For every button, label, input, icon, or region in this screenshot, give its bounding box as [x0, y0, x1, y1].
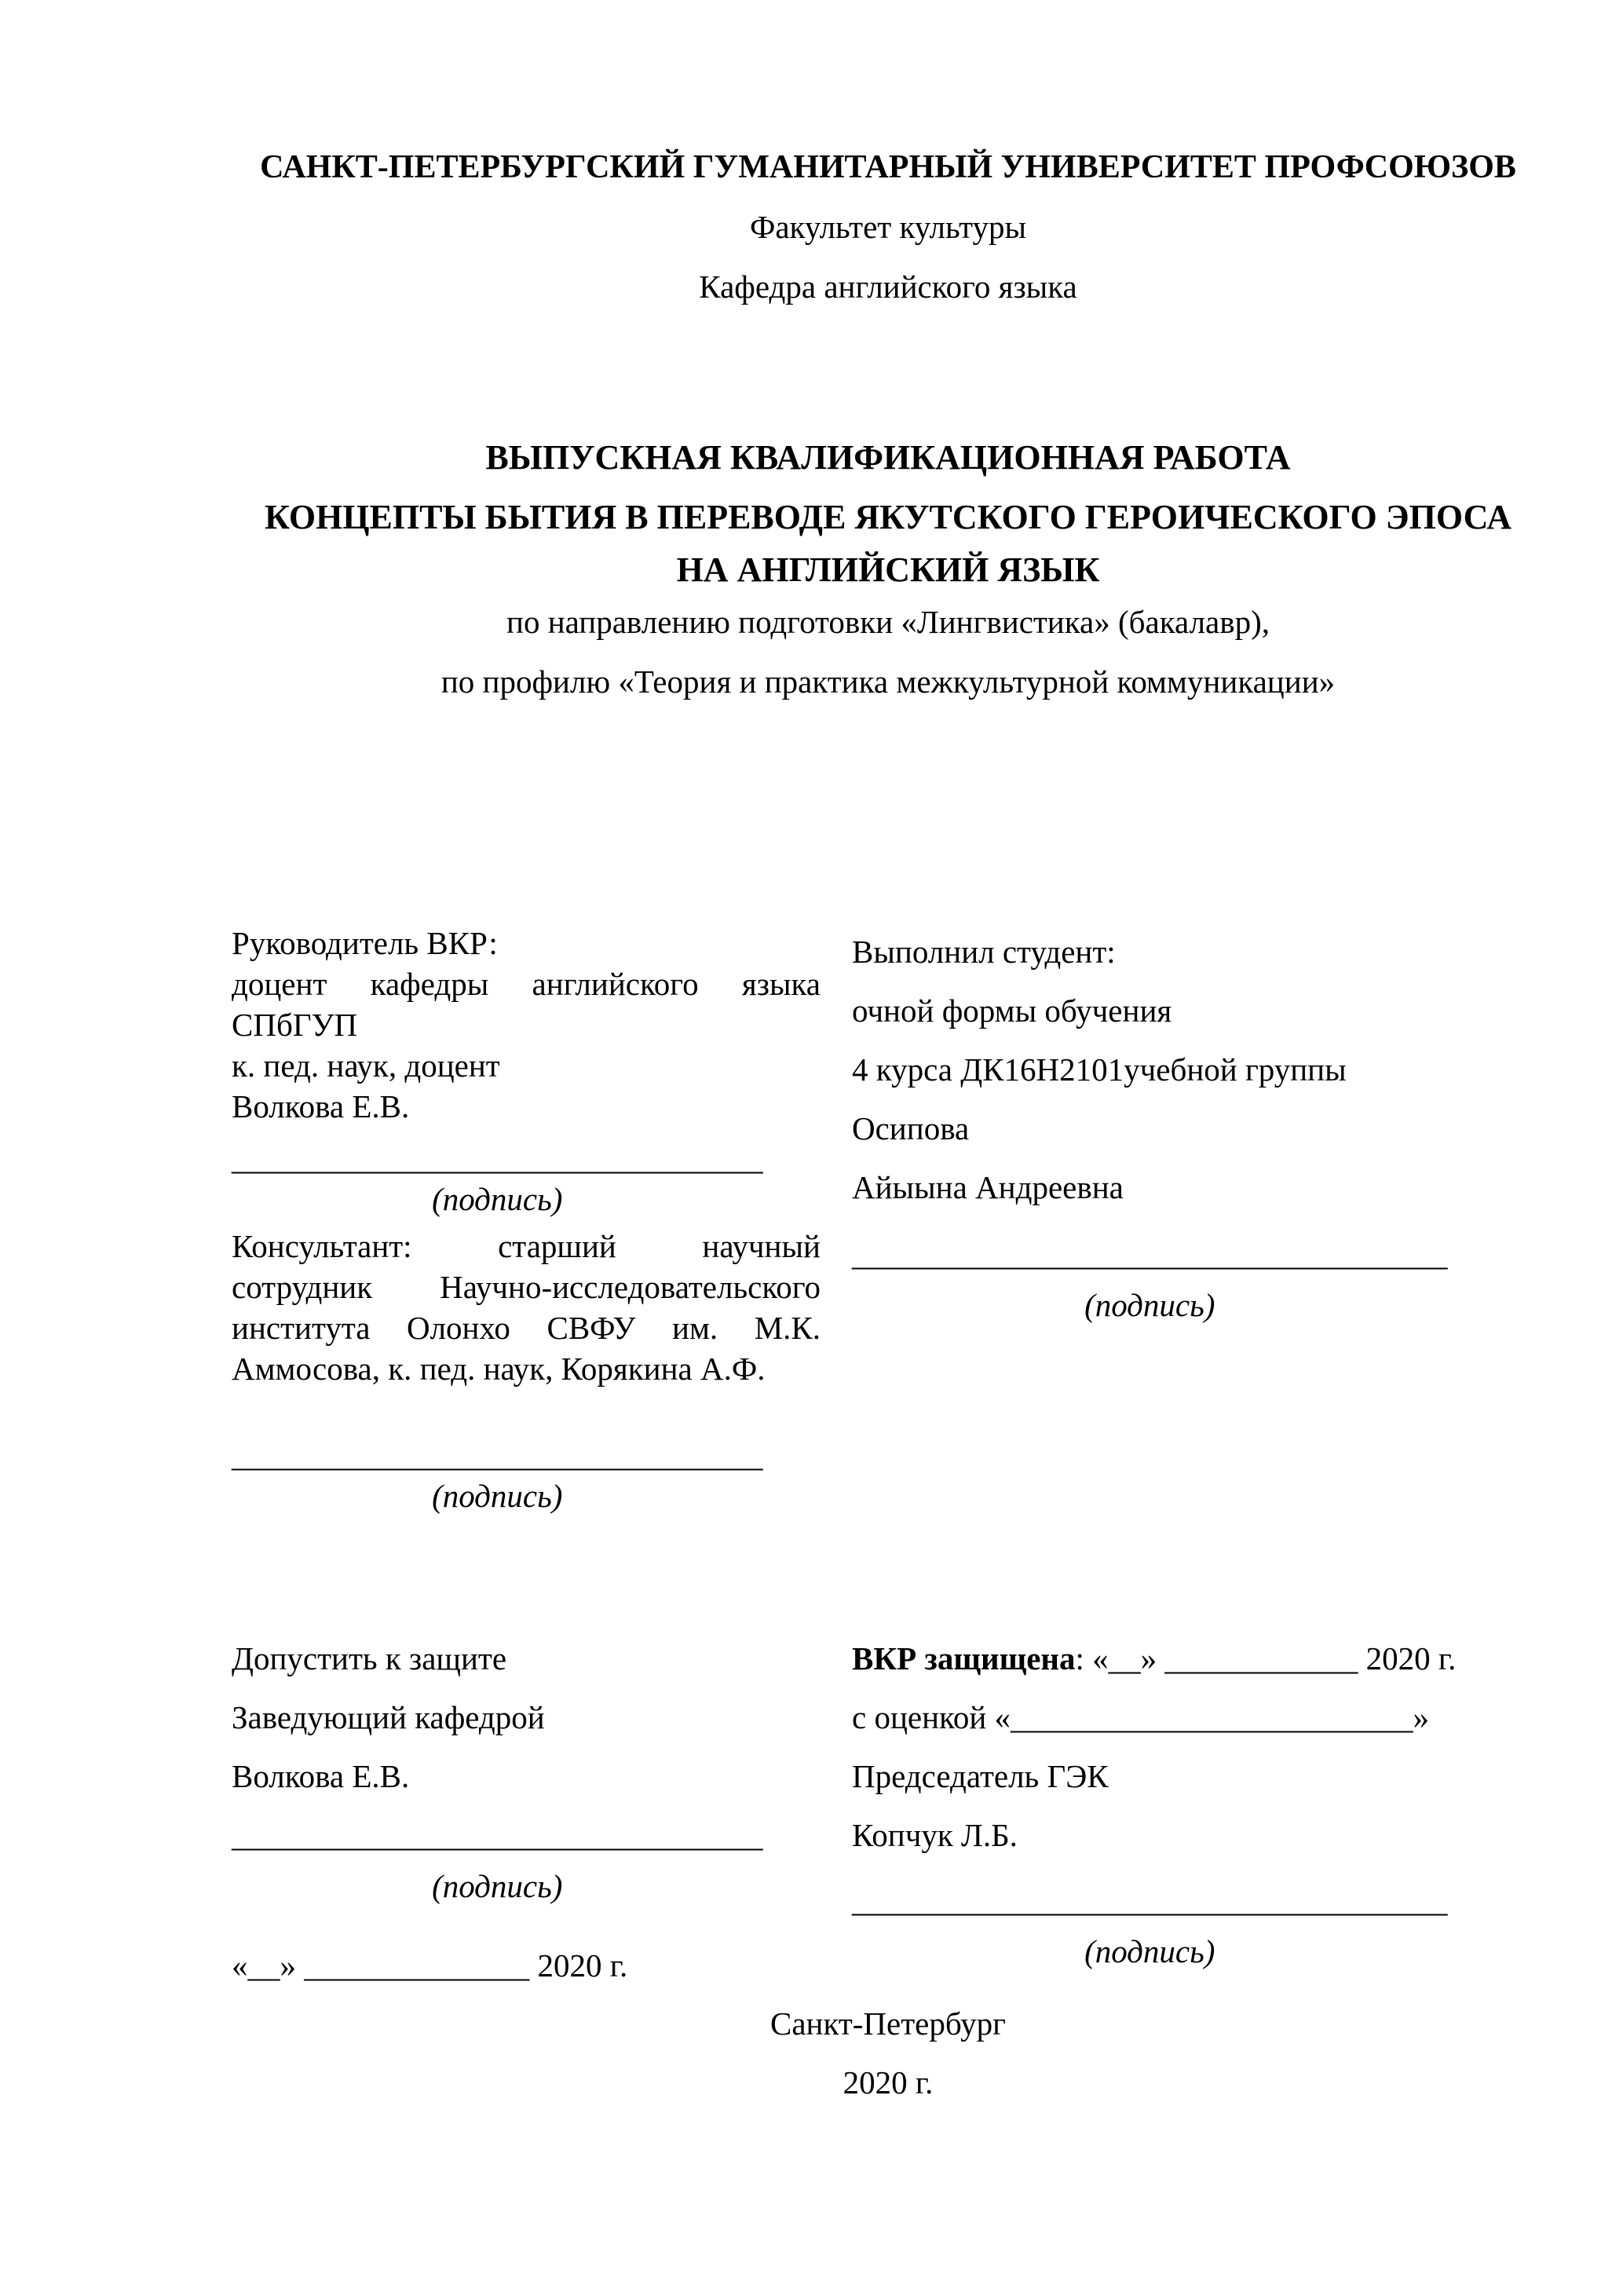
consultant-signature-caption: (подпись): [432, 1478, 563, 1514]
university-name: САНКТ-ПЕТЕРБУРГСКИЙ ГУМАНИТАРНЫЙ УНИВЕРСИТЕТ ПРОФСОЮЗОВ: [260, 149, 1516, 185]
department-line: Кафедра английского языка: [699, 269, 1077, 305]
student-signature-block: [852, 1225, 1448, 1327]
admission-date-line: «__» ______________ 2020 г.: [232, 1947, 628, 1983]
head-of-department-name: Волкова Е.В.: [232, 1758, 410, 1794]
defense-status-rest: : «__» ____________ 2020 г.: [1075, 1640, 1457, 1676]
defense-column: [852, 1629, 1544, 1995]
student-study-form: очной формы обучения: [852, 993, 1172, 1029]
defense-signature-line: _____________________________________: [852, 1882, 1448, 1918]
student-signature-caption: (подпись): [1084, 1287, 1215, 1323]
consultant-line-1: Консультант: старший научный: [232, 1228, 821, 1264]
supervisor-position-line1: доцент кафедры английского языка: [232, 966, 821, 1002]
thesis-title-line2: НА АНГЛИЙСКИЙ ЯЗЫК: [676, 550, 1100, 589]
consultant-signature-block: [232, 1435, 763, 1516]
consultant-line-2: сотрудник Научно-исследовательского: [232, 1269, 821, 1305]
consultant-line-3: института Олонхо СВФУ им. М.К.: [232, 1310, 821, 1346]
supervisor-column: [232, 923, 821, 1516]
middle-section: [232, 923, 1544, 1516]
defense-signature-block: [852, 1871, 1448, 1973]
consultant-block: [232, 1226, 821, 1389]
title-block: [232, 428, 1544, 711]
supervisor-label: Руководитель ВКР:: [232, 925, 498, 961]
student-surname: Осипова: [852, 1110, 970, 1146]
thesis-title-line1: КОНЦЕПТЫ БЫТИЯ В ПЕРЕВОДЕ ЯКУТСКОГО ГЕРОИЧЕСКОГО ЭПОСА: [265, 498, 1512, 536]
gek-chair-name: Копчук Л.Б.: [852, 1817, 1018, 1853]
supervisor-signature-caption: (подпись): [432, 1181, 563, 1217]
faculty-line: Факультет культуры: [749, 209, 1027, 245]
admission-signature-line: _________________________________: [232, 1817, 763, 1853]
defense-status-bold: ВКР защищена: [852, 1640, 1076, 1676]
supervisor-degree: к. пед. наук, доцент: [232, 1047, 500, 1084]
admission-signature-caption: (подпись): [432, 1868, 563, 1904]
gek-chair-label: Председатель ГЭК: [852, 1758, 1109, 1794]
work-type-title: ВЫПУСКНАЯ КВАЛИФИКАЦИОННАЯ РАБОТА: [485, 438, 1291, 477]
supervisor-name: Волкова Е.В.: [232, 1088, 410, 1124]
head-of-department-label: Заведующий кафедрой: [232, 1699, 545, 1735]
supervisor-signature-line: _________________________________: [232, 1140, 763, 1176]
consultant-signature-line: _________________________________: [232, 1437, 763, 1473]
direction-line: по направлению подготовки «Лингвистика» (бакалавр),: [506, 604, 1270, 640]
consultant-line-4: Аммосова, к. пед. наук, Корякина А.Ф.: [232, 1351, 766, 1387]
student-column: [852, 923, 1544, 1516]
defense-grade-line: с оценкой «_________________________»: [852, 1699, 1430, 1735]
student-group: 4 курса ДК16Н2101учебной группы: [852, 1051, 1347, 1088]
student-name: Айыына Андреевна: [852, 1169, 1124, 1205]
supervisor-position-line2: СПбГУП: [232, 1007, 358, 1043]
defense-status-line: [852, 1629, 1544, 1688]
student-signature-line: _____________________________________: [852, 1236, 1448, 1272]
student-label: Выполнил студент:: [852, 934, 1116, 970]
defense-signature-caption: (подпись): [1084, 1933, 1215, 1969]
admission-line: Допустить к защите: [232, 1640, 507, 1676]
profile-line: по профилю «Теория и практика межкультурной коммуникации»: [440, 664, 1336, 700]
header: [232, 137, 1544, 316]
footer-city: Санкт-Петербург: [770, 2005, 1006, 2042]
footer: [232, 1994, 1544, 2112]
bottom-section: [232, 1629, 1544, 1995]
admission-signature-block: [232, 1806, 763, 1908]
supervisor-signature-block: [232, 1138, 763, 1219]
footer-year: 2020 г.: [843, 2064, 934, 2100]
admission-column: [232, 1629, 821, 1995]
